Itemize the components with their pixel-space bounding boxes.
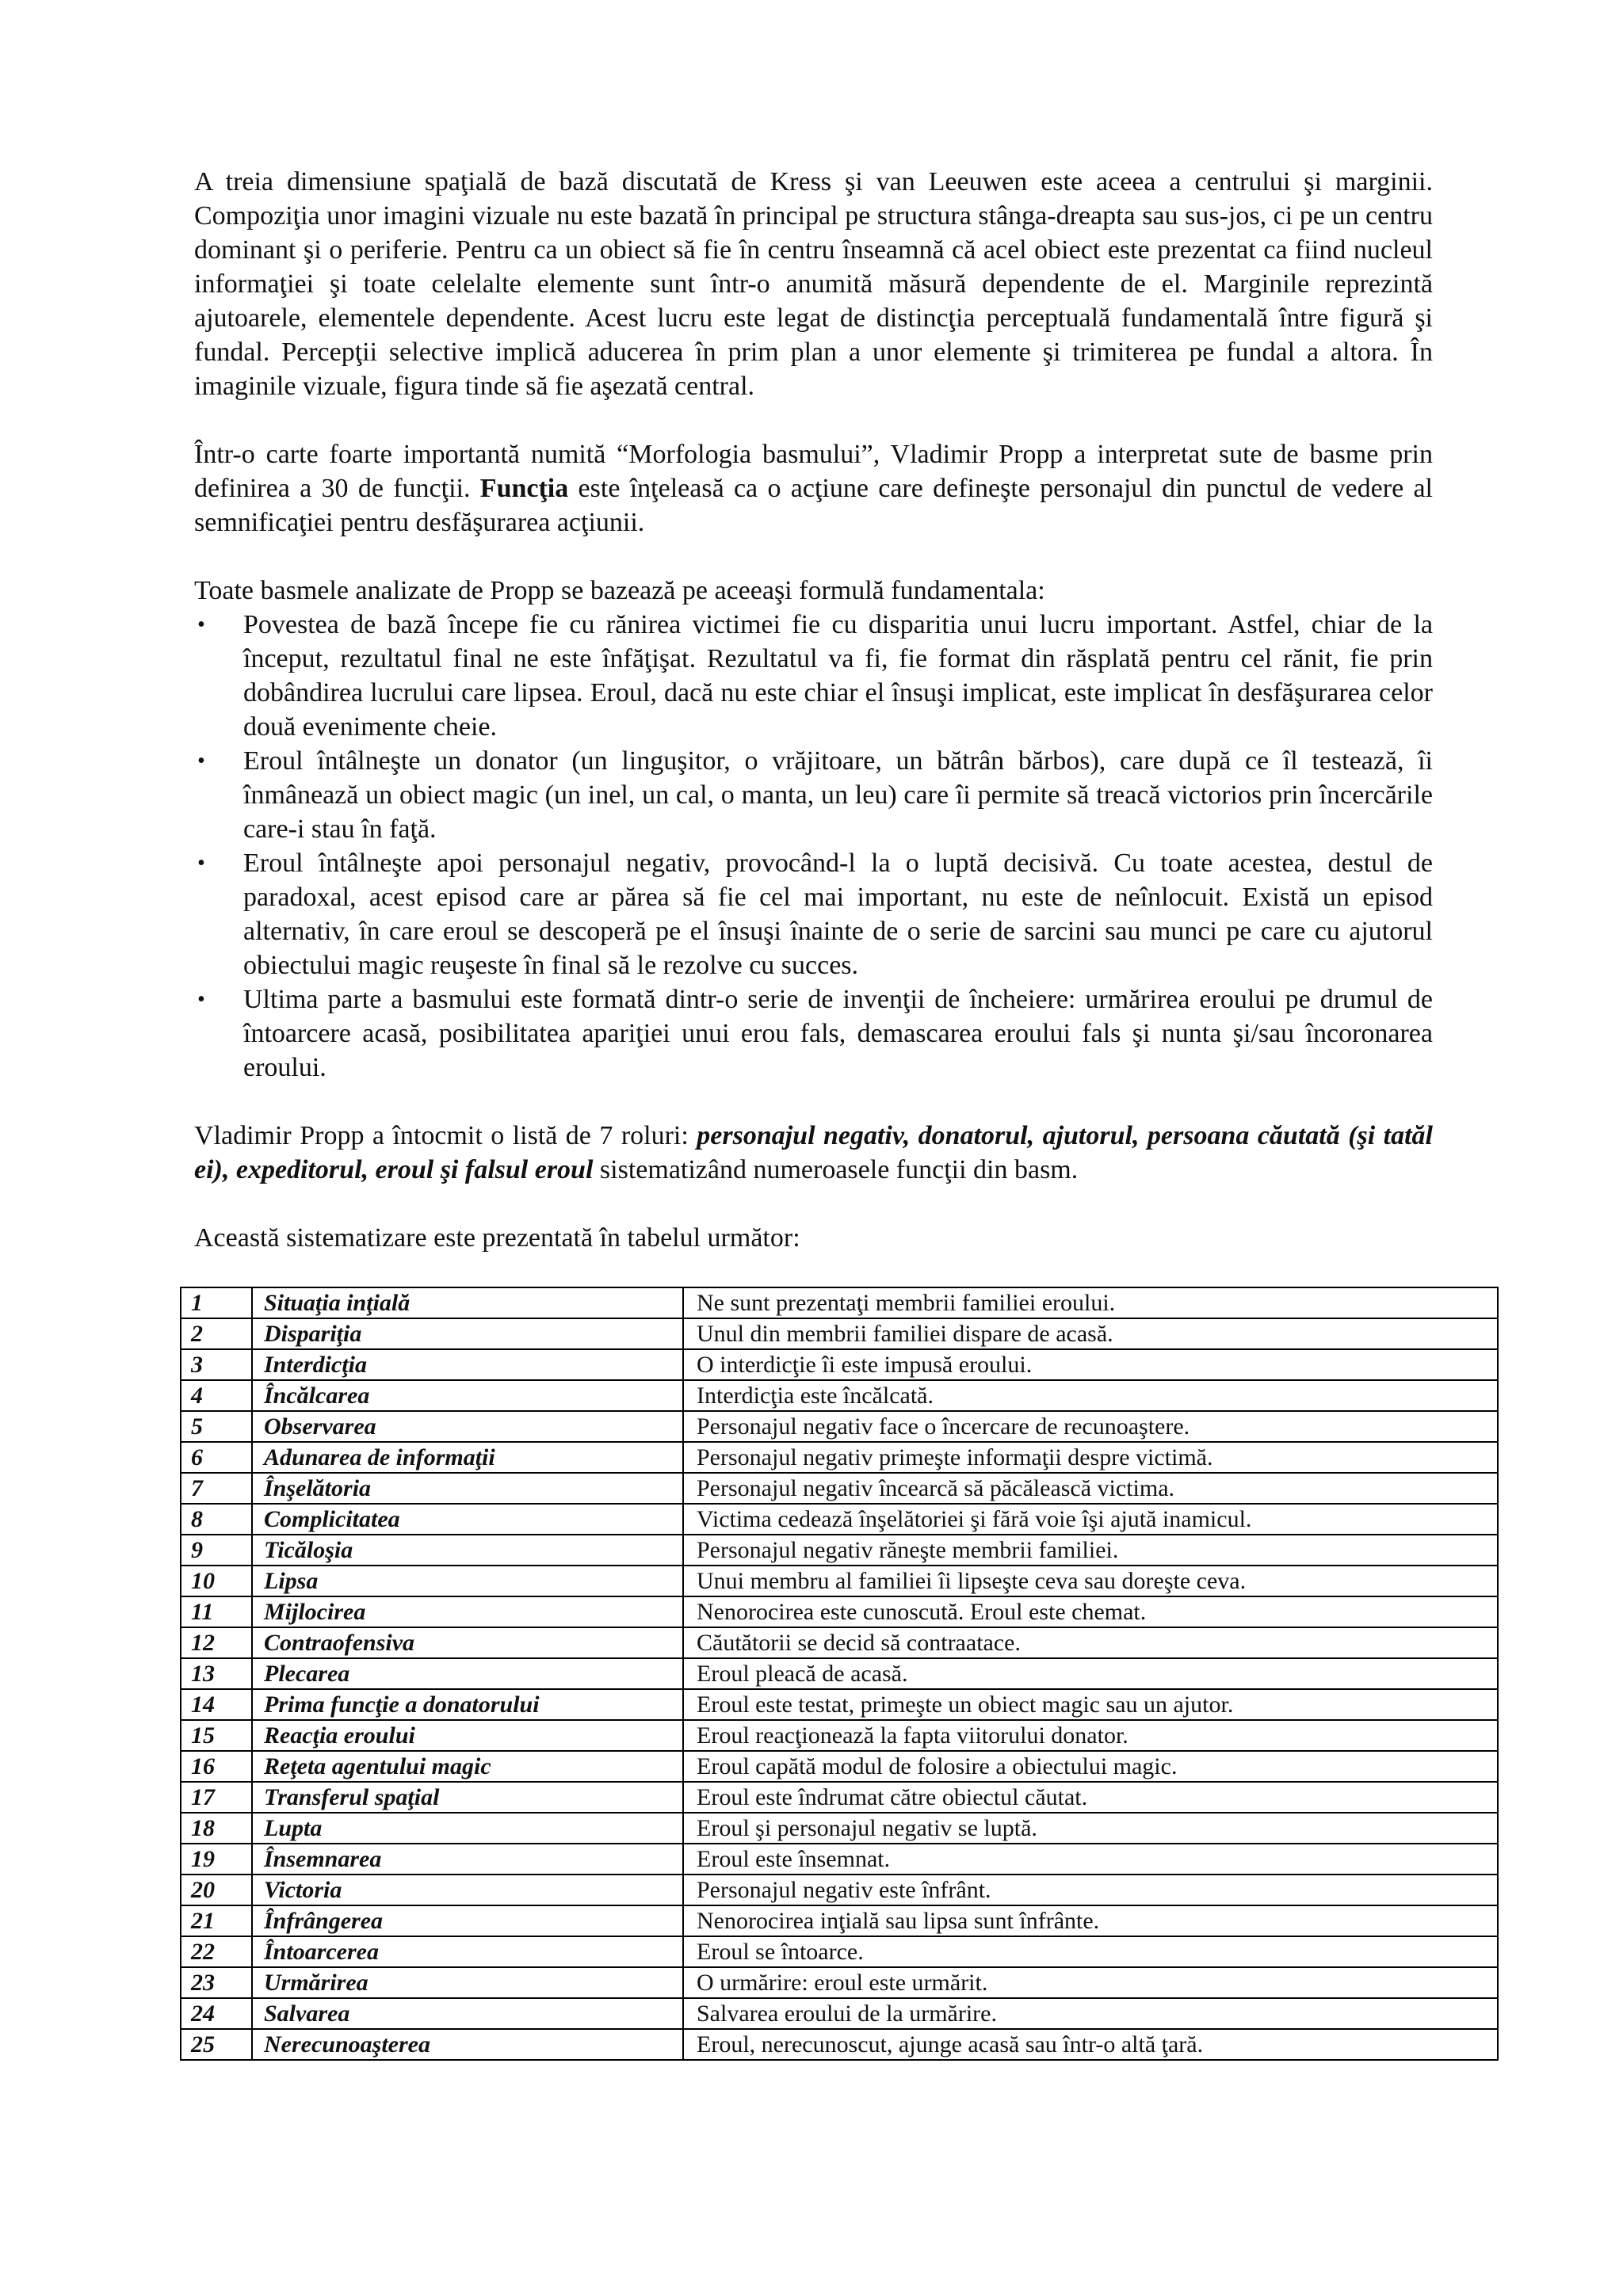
function-description: Eroul este testat, primeşte un obiect magic sau un ajutor. [683,1689,1498,1720]
function-number: 25 [181,2029,252,2060]
function-name: Încălcarea [252,1380,683,1411]
bullet-text: Ultima parte a basmului este formată dintr-o serie de invenţii de încheiere: urmărirea eroului pe drumul de întoarcere acasă, posibilitatea apariţiei unui erou fals, demascarea eroului fals şi nunta şi/sau încoronarea eroului. [243,985,1433,1082]
function-description: Eroul se întoarce. [683,1936,1498,1967]
function-description: Nenorocirea inţială sau lipsa sunt înfrânte. [683,1905,1498,1936]
formula-bullet-list [194,608,1433,1085]
function-number: 3 [181,1349,252,1380]
paragraph-roles-end: sistematizând numeroasele funcţii din basm. [593,1155,1079,1184]
table-row [181,2029,1498,2060]
function-number: 1 [181,1287,252,1318]
bullet-item [194,982,1433,1085]
bullet-text: Eroul întâlneşte apoi personajul negativ, provocând-l la o luptă decisivă. Cu toate acestea, destul de paradoxal, acest episod care ar părea să fie cel mai important, nu este de neînlocuit. Există un episod alternativ, în care eroul se descoperă pe el însuşi înainte de o serie de sarcini sau munci pe care cu ajutorul obiectului magic reuşeste în final să le rezolve cu succes. [243,849,1433,980]
table-row [181,1318,1498,1349]
functions-table-body [181,1287,1498,2060]
function-name: Prima funcţie a donatorului [252,1689,683,1720]
table-row [181,1689,1498,1720]
function-number: 19 [181,1844,252,1875]
function-number: 22 [181,1936,252,1967]
functions-table [180,1287,1499,2061]
function-description: Căutătorii se decid să contraatace. [683,1627,1498,1658]
function-name: Contraofensiva [252,1627,683,1658]
table-row [181,1782,1498,1813]
function-description: Eroul este însemnat. [683,1844,1498,1875]
function-number: 2 [181,1318,252,1349]
function-name: Adunarea de informaţii [252,1442,683,1473]
bullet-item [194,608,1433,744]
function-description: Ne sunt prezentaţi membrii familiei eroului. [683,1287,1498,1318]
bullet-icon: • [197,612,205,637]
function-name: Reacţia eroului [252,1720,683,1751]
table-row [181,1349,1498,1380]
function-number: 6 [181,1442,252,1473]
function-number: 23 [181,1967,252,1998]
function-name: Victoria [252,1875,683,1905]
function-number: 18 [181,1813,252,1844]
function-name: Interdicţia [252,1349,683,1380]
function-name: Salvarea [252,1998,683,2029]
table-row [181,1504,1498,1535]
function-name: Urmărirea [252,1967,683,1998]
paragraph-formula-intro: Toate basmele analizate de Propp se bazează pe aceeaşi formulă fundamentala: [194,576,1045,605]
table-row [181,1411,1498,1442]
table-row [181,1720,1498,1751]
paragraph-roles-start: Vladimir Propp a întocmit o listă de 7 roluri: [194,1121,697,1150]
function-description: Victima cedează înşelătoriei şi fără voie îşi ajută inamicul. [683,1504,1498,1535]
function-number: 4 [181,1380,252,1411]
function-description: Personajul negativ face o încercare de recunoaştere. [683,1411,1498,1442]
table-row [181,1967,1498,1998]
function-number: 14 [181,1689,252,1720]
function-description: Unul din membrii familiei dispare de acasă. [683,1318,1498,1349]
bullet-item [194,846,1433,982]
table-row [181,1380,1498,1411]
function-name: Înşelătoria [252,1473,683,1504]
table-row [181,1813,1498,1844]
function-name: Ticăloşia [252,1535,683,1566]
function-description: Eroul capătă modul de folosire a obiectului magic. [683,1751,1498,1782]
function-number: 12 [181,1627,252,1658]
table-row [181,1596,1498,1627]
function-name: Lupta [252,1813,683,1844]
function-name: Transferul spaţial [252,1782,683,1813]
function-name: Complicitatea [252,1504,683,1535]
function-number: 20 [181,1875,252,1905]
function-name: Lipsa [252,1566,683,1596]
paragraph-table-intro: Această sistematizare este prezentată în tabelul următor: [194,1223,800,1253]
table-row [181,1566,1498,1596]
paragraph-propp-functions-start: Într-o carte foarte importantă numită “Morfologia basmului”, Vladimir Propp a interpretat sute de basme prin definirea a 30 de funcţii. [194,440,1433,503]
table-row [181,1473,1498,1504]
function-description: Salvarea eroului de la urmărire. [683,1998,1498,2029]
bullet-icon: • [197,851,205,875]
table-row [181,1535,1498,1566]
function-description: O urmărire: eroul este urmărit. [683,1967,1498,1998]
function-number: 9 [181,1535,252,1566]
term-functia: Funcţia [479,474,569,503]
table-row [181,1751,1498,1782]
function-number: 13 [181,1658,252,1689]
function-description: O interdicţie îi este impusă eroului. [683,1349,1498,1380]
function-name: Întoarcerea [252,1936,683,1967]
function-description: Nenorocirea este cunoscută. Eroul este chemat. [683,1596,1498,1627]
function-description: Eroul, nerecunoscut, ajunge acasă sau într-o altă ţară. [683,2029,1498,2060]
table-row [181,1442,1498,1473]
function-name: Dispariţia [252,1318,683,1349]
table-row [181,1627,1498,1658]
function-number: 10 [181,1566,252,1596]
function-description: Interdicţia este încălcată. [683,1380,1498,1411]
function-description: Eroul pleacă de acasă. [683,1658,1498,1689]
paragraph-propp-functions [194,437,1433,540]
table-row [181,1287,1498,1318]
function-name: Reţeta agentului magic [252,1751,683,1782]
function-number: 8 [181,1504,252,1535]
function-number: 5 [181,1411,252,1442]
function-name: Mijlocirea [252,1596,683,1627]
table-row [181,1658,1498,1689]
function-description: Personajul negativ încearcă să păcălească victima. [683,1473,1498,1504]
function-number: 11 [181,1596,252,1627]
bullet-icon: • [197,987,205,1012]
roles-list: personajul negativ, donatorul, ajutorul, persoana căutată (şi tatăl ei), expeditorul, eroul şi falsul eroul [194,1121,1433,1184]
function-number: 15 [181,1720,252,1751]
bullet-text: Povestea de bază începe fie cu rănirea victimei fie cu disparitia unui lucru important. Astfel, chiar de la început, rezultatul final ne este înfăţişat. Rezultatul va fi, fie format din răsplată pentru cel rănit, fie prin dobândirea lucrului care lipsea. Eroul, dacă nu este chiar el însuşi implicat, este implicat în desfăşurarea celor două evenimente cheie. [243,610,1433,742]
function-description: Unui membru al familiei îi lipseşte ceva sau doreşte ceva. [683,1566,1498,1596]
function-number: 21 [181,1905,252,1936]
function-number: 7 [181,1473,252,1504]
function-description: Eroul este îndrumat către obiectul căutat. [683,1782,1498,1813]
function-name: Înfrângerea [252,1905,683,1936]
bullet-item [194,744,1433,846]
function-name: Însemnarea [252,1844,683,1875]
bullet-text: Eroul întâlneşte un donator (un linguşitor, o vrăjitoare, un bătrân bărbos), care după ce îl testează, îi înmânează un obiect magic (un inel, un cal, o manta, un leu) care îi permite să treacă victorios prin încercările care-i stau în faţă. [243,746,1433,844]
function-description: Eroul reacţionează la fapta viitorului donator. [683,1720,1498,1751]
function-description: Personajul negativ primeşte informaţii despre victimă. [683,1442,1498,1473]
function-number: 16 [181,1751,252,1782]
paragraph-center-margin: A treia dimensiune spaţială de bază discutată de Kress şi van Leeuwen este aceea a centrului şi marginii. Compoziţia unor imagini vizuale nu este bazată în principal pe structura stânga-dreapta sau sus-jos, ci pe un centru dominant şi o periferie. Pentru ca un obiect să fie în centru înseamnă că acel obiect este prezentat ca fiind nucleul informaţiei şi toate celelalte elemente sunt într-o anumită măsură dependente de el. Marginile reprezintă ajutoarele, elementele dependente. Acest lucru este legat de distincţia perceptuală fundamentală între figură şi fundal. Percepţii selective implică aducerea în prim plan a unor elemente şi trimiterea pe fundal a altora. În imaginile vizuale, figura tinde să fie aşezată central. [194,167,1433,401]
table-row [181,1905,1498,1936]
function-description: Eroul şi personajul negativ se luptă. [683,1813,1498,1844]
paragraph-roles [194,1119,1433,1187]
function-name: Nerecunoaşterea [252,2029,683,2060]
bullet-icon: • [197,749,205,773]
table-row [181,1936,1498,1967]
function-number: 24 [181,1998,252,2029]
function-name: Situaţia inţială [252,1287,683,1318]
function-number: 17 [181,1782,252,1813]
function-name: Observarea [252,1411,683,1442]
function-name: Plecarea [252,1658,683,1689]
function-description: Personajul negativ răneşte membrii familiei. [683,1535,1498,1566]
function-description: Personajul negativ este înfrânt. [683,1875,1498,1905]
table-row [181,1998,1498,2029]
table-row [181,1875,1498,1905]
table-row [181,1844,1498,1875]
paragraph-propp-functions-end: este înţeleasă ca o acţiune care defineşte personajul din punctul de vedere al semnificaţiei pentru desfăşurarea acţiunii. [194,474,1434,537]
